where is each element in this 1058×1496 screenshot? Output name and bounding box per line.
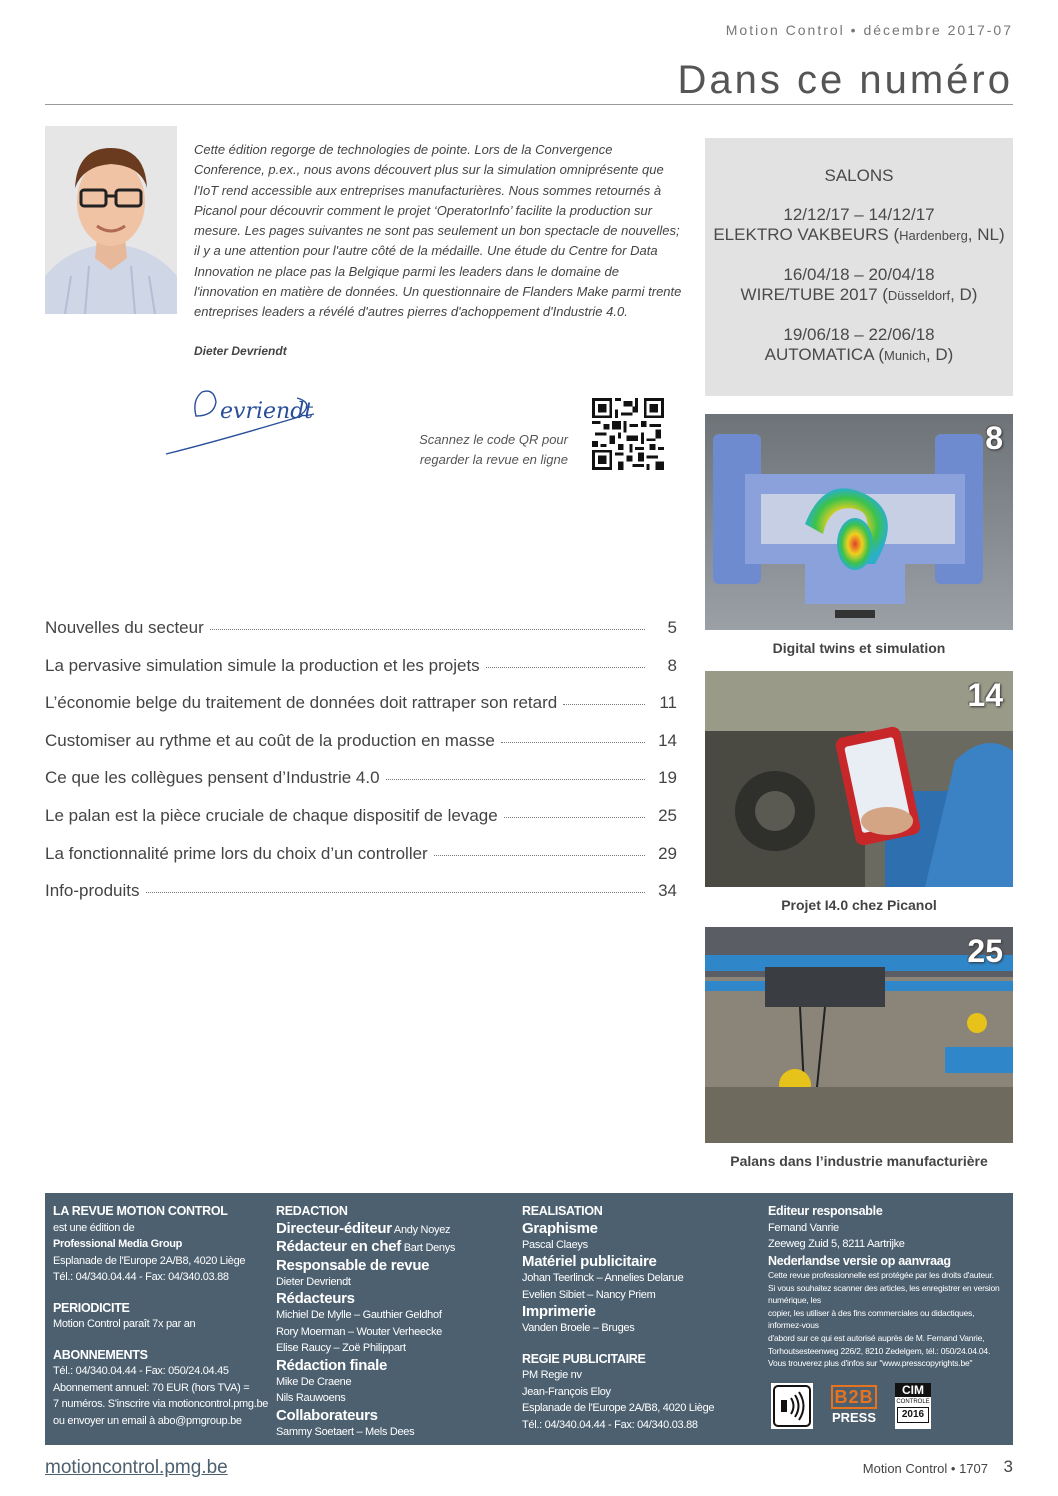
signature — [162, 380, 322, 460]
picanol-photo — [705, 671, 1013, 887]
colophon-realisation — [522, 1203, 758, 1433]
colophon-line: Esplanade de l'Europe 2A/B8, 4020 Liège — [53, 1254, 246, 1267]
salon-dates: 12/12/17 – 14/12/17 — [783, 205, 935, 224]
footer-magazine-issue: Motion Control • 1707 — [862, 1461, 988, 1476]
toc-title: L’économie belge du traitement de données doit rattraper son retard — [45, 693, 558, 713]
footer-website-link[interactable]: motioncontrol.pmg.be — [45, 1457, 228, 1478]
colophon-line: Evelien Sibiet – Nancy Priem — [522, 1288, 656, 1301]
toc-entry[interactable] — [45, 618, 677, 656]
colophon-line: Johan Teerlinck – Annelies Delarue — [522, 1272, 684, 1284]
table-of-contents — [45, 618, 677, 919]
colophon-heading: LA REVUE MOTION CONTROL — [53, 1204, 228, 1218]
toc-page: 19 — [658, 768, 677, 788]
colophon-line: 7 numéros. S'inscrire via motioncontrol.pmg.be — [53, 1398, 269, 1410]
colophon-role: Imprimerie — [522, 1303, 596, 1320]
toc-page: 25 — [658, 805, 677, 825]
colophon-legal: Si vous souhaitez scanner des articles, les enregistrer en version numérique, les — [768, 1282, 1000, 1306]
colophon-heading: Editeur responsable — [768, 1204, 883, 1218]
toc-entry[interactable] — [45, 881, 677, 919]
colophon-line: ou envoyer un email à abo@pmgroup.be — [53, 1414, 242, 1427]
colophon-line: Elise Raucy – Zoë Philippart — [276, 1342, 406, 1354]
colophon-heading: Nederlandse versie op aanvraag — [768, 1253, 951, 1268]
colophon-line: Professional Media Group — [53, 1238, 183, 1250]
colophon-line: Vanden Broele – Bruges — [522, 1322, 635, 1334]
toc-page: 29 — [658, 843, 677, 863]
toc-page: 14 — [658, 730, 677, 750]
toc-leader — [146, 892, 646, 893]
salon-event — [705, 205, 1013, 246]
colophon-role: Graphisme — [522, 1219, 598, 1237]
colophon-line: Zeeweg Zuid 5, 8211 Aartrijke — [768, 1238, 905, 1250]
colophon-line: Tél.: 04/340.04.44 - Fax: 04/340.03.88 — [53, 1271, 229, 1283]
colophon-line: Dieter Devriendt — [276, 1275, 351, 1288]
toc-title: Ce que les collègues pensent d’Industrie 4.0 — [45, 768, 380, 788]
header-divider — [45, 104, 1013, 105]
colophon-redaction — [276, 1203, 512, 1440]
colophon-heading: PERIODICITE — [53, 1300, 130, 1315]
toc-entry[interactable] — [45, 768, 677, 806]
colophon-line: Abonnement annuel: 70 EUR (hors TVA) = — [53, 1381, 250, 1394]
qr-caption — [380, 430, 568, 470]
toc-leader — [386, 779, 645, 780]
toc-title: La fonctionnalité prime lors du choix d’un controller — [45, 843, 428, 863]
toc-title: La pervasive simulation simule la production et les projets — [45, 655, 480, 675]
colophon-heading: REALISATION — [522, 1204, 603, 1218]
editorial-text: Cette édition regorge de technologies de pointe. Lors de la Convergence Conference, p.ex., nous avons découvert plus sur la simulation omniprésente que l'IoT rend accessible aux entreprises manufacturières. Nous sommes retournés à Picanol pour découvrir comment le projet ‘OperatorInfo’ facilite la production sur mesure. Les pages suivantes ne sont pas seulement un bon spectacle de nouvelles; il y a une attention pour l'autre côté de la médaille. Une étude du Centre for Data Innovation ne place pas la Belgique parmi les leaders dans le domaine de l'innovation en matière de données. Un questionnaire de Flanders Make parmi trente entreprises leaders a révélé d'autres pierres d'achoppement d'Industrie 4.0. — [194, 142, 682, 320]
feature-caption: Digital twins et simulation — [772, 640, 946, 656]
colophon-role: Directeur-éditeur Andy Noyez — [276, 1219, 451, 1237]
colophon-heading: REGIE PUBLICITAIRE — [522, 1351, 646, 1366]
colophon-line: est une édition de — [53, 1221, 135, 1234]
colophon-line: Pascal Claeys — [522, 1238, 588, 1251]
toc-entry[interactable] — [45, 806, 677, 844]
colophon-line: Jean-François Eloy — [522, 1385, 611, 1398]
salon-name: AUTOMATICA (Munich, D) — [764, 345, 954, 364]
colophon-legal: copier, les utiliser à des fins commerciales ou didactiques, informez-vous — [768, 1307, 975, 1331]
toc-page: 5 — [667, 618, 677, 637]
colophon-line: Mike De Craene — [276, 1375, 352, 1388]
feature-page-number: 14 — [967, 677, 1003, 713]
footer-page-number: 3 — [1003, 1457, 1013, 1476]
page-title: Dans ce numéro — [677, 58, 1013, 102]
colophon-line: Esplanade de l'Europe 2A/B8, 4020 Liège — [522, 1402, 715, 1414]
colophon-line: Motion Control paraît 7x par an — [53, 1318, 196, 1330]
salon-event — [705, 265, 1013, 306]
salon-name: WIRE/TUBE 2017 (Düsseldorf, D) — [740, 285, 978, 304]
colophon-legal: Cette revue professionnelle est protégée par les droits d'auteur. — [768, 1270, 994, 1280]
colophon-line: Michiel De Mylle – Gauthier Geldhof — [276, 1309, 442, 1321]
toc-leader — [563, 704, 645, 705]
feature-caption: Palans dans l’industrie manufacturière — [730, 1153, 988, 1169]
colophon-line: Tél.: 04/340.04.44 - Fax: 050/24.04.45 — [53, 1365, 229, 1377]
editorial-author: Dieter Devriendt — [194, 344, 287, 358]
colophon-role: Rédacteurs — [276, 1290, 355, 1307]
feature-caption: Projet I4.0 chez Picanol — [781, 897, 937, 913]
salon-name: ELEKTRO VAKBEURS (Hardenberg, NL) — [713, 225, 1005, 244]
toc-leader — [504, 817, 645, 818]
colophon-publisher — [53, 1203, 278, 1429]
toc-entry[interactable] — [45, 844, 677, 882]
toc-leader — [501, 742, 645, 743]
salon-event — [705, 325, 1013, 366]
salon-dates: 16/04/18 – 20/04/18 — [783, 265, 935, 284]
colophon — [45, 1193, 1013, 1445]
editor-portrait — [45, 126, 177, 314]
qr-caption-line-2: regarder la revue en ligne — [419, 452, 568, 467]
colophon-role: Matériel publicitaire — [522, 1253, 657, 1270]
toc-leader — [210, 629, 645, 630]
feature-palans[interactable] — [705, 927, 1013, 1169]
colophon-line: Fernand Vanrie — [768, 1221, 839, 1234]
colophon-line: Sammy Soetaert – Mels Dees — [276, 1425, 415, 1438]
colophon-line: PM Regie nv — [522, 1369, 582, 1381]
toc-leader — [434, 855, 645, 856]
running-head: Motion Control • décembre 2017-07 — [725, 22, 1013, 38]
b2b-press-logo: B2B PRESS — [831, 1387, 877, 1425]
colophon-heading: ABONNEMENTS — [53, 1347, 148, 1362]
colophon-legal: Vous trouverez plus d'infos sur "www.presscopyrights.be" — [768, 1358, 973, 1369]
colophon-line: Nils Rauwoens — [276, 1392, 346, 1404]
colophon-role: Rédaction finale — [276, 1356, 388, 1374]
colophon-line: Rory Moerman – Wouter Verheecke — [276, 1325, 442, 1338]
colophon-line: Tél.: 04/340.04.44 - Fax: 04/340.03.88 — [522, 1418, 698, 1431]
colophon-role: Rédacteur en chef Bart Denys — [276, 1238, 456, 1255]
toc-title: Nouvelles du secteur — [45, 618, 204, 637]
colophon-logos — [771, 1383, 955, 1431]
colophon-legal: d'abord sur ce qui est autorisé auprès de M. Fernand Vanrie, — [768, 1332, 985, 1343]
colophon-role: Responsable de revue — [276, 1256, 430, 1274]
salons-box — [705, 138, 1013, 396]
toc-title: Customiser au rythme et au coût de la production en masse — [45, 730, 495, 750]
toc-leader — [486, 667, 645, 668]
feature-page-number: 8 — [985, 420, 1003, 456]
toc-page: 8 — [667, 655, 677, 675]
toc-title: Le palan est la pièce cruciale de chaque dispositif de levage — [45, 805, 498, 825]
feature-page-number: 25 — [967, 933, 1003, 969]
colophon-heading: REDACTION — [276, 1204, 348, 1218]
qr-code[interactable] — [592, 398, 664, 470]
colophon-editor — [768, 1203, 1008, 1370]
colophon-legal: Torhoutsesteenweg 226/2, 8210 Zedelgem, tél.: 050/24.04.04. — [768, 1345, 991, 1356]
toc-entry[interactable] — [45, 731, 677, 769]
colophon-role: Collaborateurs — [276, 1406, 378, 1424]
toc-page: 34 — [658, 881, 677, 901]
qr-caption-line-1: Scannez le code QR pour — [419, 432, 568, 447]
palans-photo — [705, 927, 1013, 1143]
salon-dates: 19/06/18 – 22/06/18 — [783, 325, 935, 344]
copyright-logo — [771, 1383, 813, 1429]
feature-simulation[interactable] — [705, 414, 1013, 656]
cim-logo: CIM CONTROLE 2016 — [895, 1383, 931, 1429]
feature-picanol[interactable] — [705, 671, 1013, 913]
toc-entry[interactable] — [45, 656, 677, 694]
toc-title: Info-produits — [45, 881, 140, 901]
salons-heading: SALONS — [824, 166, 894, 185]
svg-text:evriendt: evriendt — [220, 399, 314, 424]
toc-entry[interactable] — [45, 693, 677, 731]
simulation-photo — [705, 414, 1013, 630]
toc-page: 11 — [659, 693, 677, 713]
